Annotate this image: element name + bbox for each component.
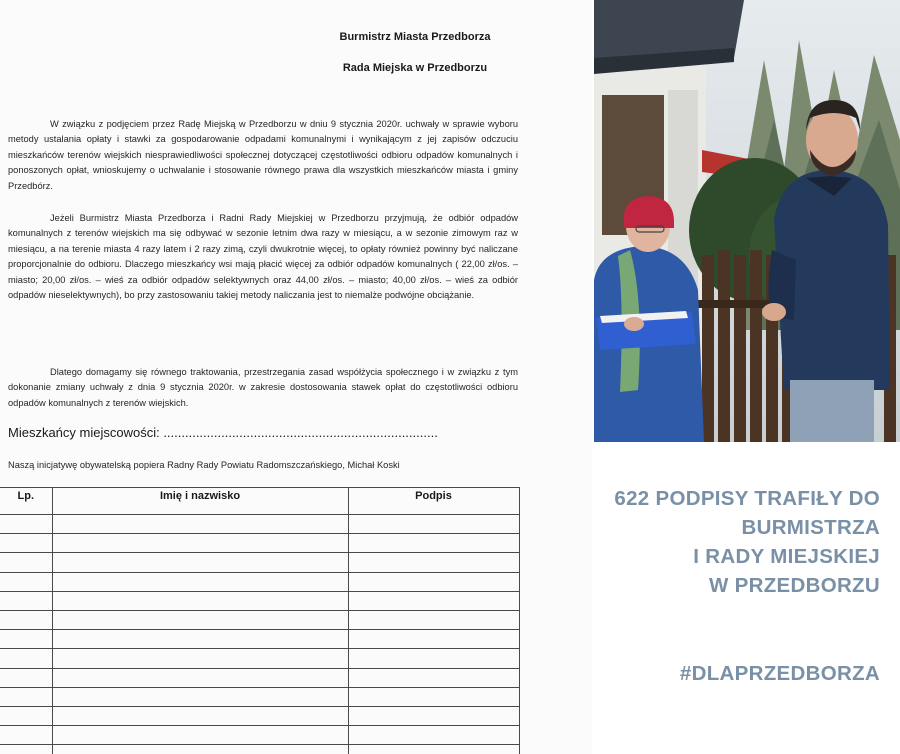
signature-row-signature [348,706,519,725]
column-header-name: Imię i nazwisko [52,488,348,515]
signature-row [0,687,519,706]
signature-row-number [0,610,52,629]
signature-row-name [52,649,348,668]
signature-row-signature [348,630,519,649]
signature-row [0,553,519,572]
letter-paragraph-3: Dlatego domagamy się równego traktowania, przestrzegania zasad współżycia społecznego i w związku z tym dokonanie zmiany uchwały z dnia 9 stycznia 2020r. w zakresie dostosowania stawek opłat do częstotliwości odbioru odpadów komunalnych z terenów wiejskich. [8,367,518,408]
signature-row [0,630,519,649]
signature-row-name [52,726,348,745]
headline-line-1: 622 PODPISY TRAFIŁY DO [614,487,880,510]
hashtag: #DLAPRZEDBORZA [679,662,880,685]
signature-row-name [52,591,348,610]
signature-row [0,515,519,534]
column-header-number: Lp. [0,488,52,515]
signature-row-signature [348,726,519,745]
signature-row [0,668,519,687]
signature-row-number [0,706,52,725]
signature-row-name [52,572,348,591]
signature-row-number [0,745,52,754]
signature-collection-photo [594,0,900,442]
signature-row-name [52,706,348,725]
signature-row-signature [348,610,519,629]
letter-paragraph-2: Jeżeli Burmistrz Miasta Przedborza i Radni Rady Miejskiej w Przedborzu przyjmują, że odbiór odpadów komunalnych z terenów wiejskich ma się odbywać w sezonie letnim dwa razy w miesiącu, a w sezonie zimowym raz w miesiącu, a na terenie miasta 4 razy latem i 2 razy zimą, czyli dwukrotnie więcej, to opłaty również powinny być naliczane proporcjonalnie do odbioru. Dlaczego mieszkańcy wsi mają płacić więcej za odbiór odpadów komunalnych ( 22,00 zł/os. – miasto; 20,00 zł/os. – wieś za odbiór odpadów selektywnych oraz 44,00 zł/os. – miasto; 40,00 zł/os. – wieś za odbiór odpadów nieselektywnych), bo przy zastosowaniu takiej metody naliczania jest to niemalże podwójne obciążanie. [8,213,518,301]
signature-row-number [0,591,52,610]
headline-line-2: BURMISTRZA [741,516,880,539]
signature-row [0,534,519,553]
signature-row-number [0,553,52,572]
signature-row-number [0,668,52,687]
signature-row [0,591,519,610]
signature-row [0,572,519,591]
signature-row-number [0,630,52,649]
signature-row-signature [348,687,519,706]
signature-row-signature [348,534,519,553]
signature-row-number [0,726,52,745]
signature-row-name [52,687,348,706]
signature-row-name [52,534,348,553]
residents-village-field: Mieszkańcy miejscowości: ............................................................................ [8,425,438,440]
headline-line-4: W PRZEDBORZU [708,574,880,597]
signature-row-number [0,649,52,668]
column-header-signature: Podpis [348,488,519,515]
letter-addressee-mayor: Burmistrz Miasta Przedborza [339,31,491,43]
signature-row-number [0,515,52,534]
signature-row-signature [348,572,519,591]
signature-row-name [52,553,348,572]
headline [540,484,880,600]
signature-row [0,649,519,668]
signature-row-name [52,745,348,754]
headline-line-3: I RADY MIEJSKIEJ [693,545,880,568]
signature-row-name [52,630,348,649]
signature-row-name [52,515,348,534]
signature-row-signature [348,649,519,668]
signature-row-name [52,610,348,629]
signature-row-signature [348,591,519,610]
signature-row [0,745,519,754]
signature-row-signature [348,553,519,572]
signature-row-number [0,687,52,706]
signature-table [0,487,520,754]
signature-row-name [52,668,348,687]
letter-paragraph-1: W związku z podjęciem przez Radę Miejską w Przedborzu w dniu 9 stycznia 2020r. uchwały w sprawie wyboru metody ustalania opłaty i stawki za gospodarowanie odpadami komunalnymi i wynikającym z jej zapisów odczuciu mieszkańców terenów wiejskich niesprawiedliwości społecznej dotyczącej częstotliwości odbioru odpadów komunalnych i ponoszonych opłat, wnioskujemy o uchwalanie i stosowanie równego prawa dla wszystkich mieszkańców miasta i gminy Przedbórz. [8,119,518,191]
signature-row [0,726,519,745]
signature-row-number [0,534,52,553]
signature-row-signature [348,745,519,754]
signature-table-header [0,488,519,515]
signature-row-number [0,572,52,591]
signature-row-signature [348,515,519,534]
signature-row-signature [348,668,519,687]
signature-row [0,706,519,725]
letter-addressee-council: Rada Miejska w Przedborzu [342,62,488,74]
signature-row [0,610,519,629]
support-statement: Naszą inicjatywę obywatelską popiera Radny Rady Powiatu Radomszczańskiego, Michał Koski [8,460,400,470]
